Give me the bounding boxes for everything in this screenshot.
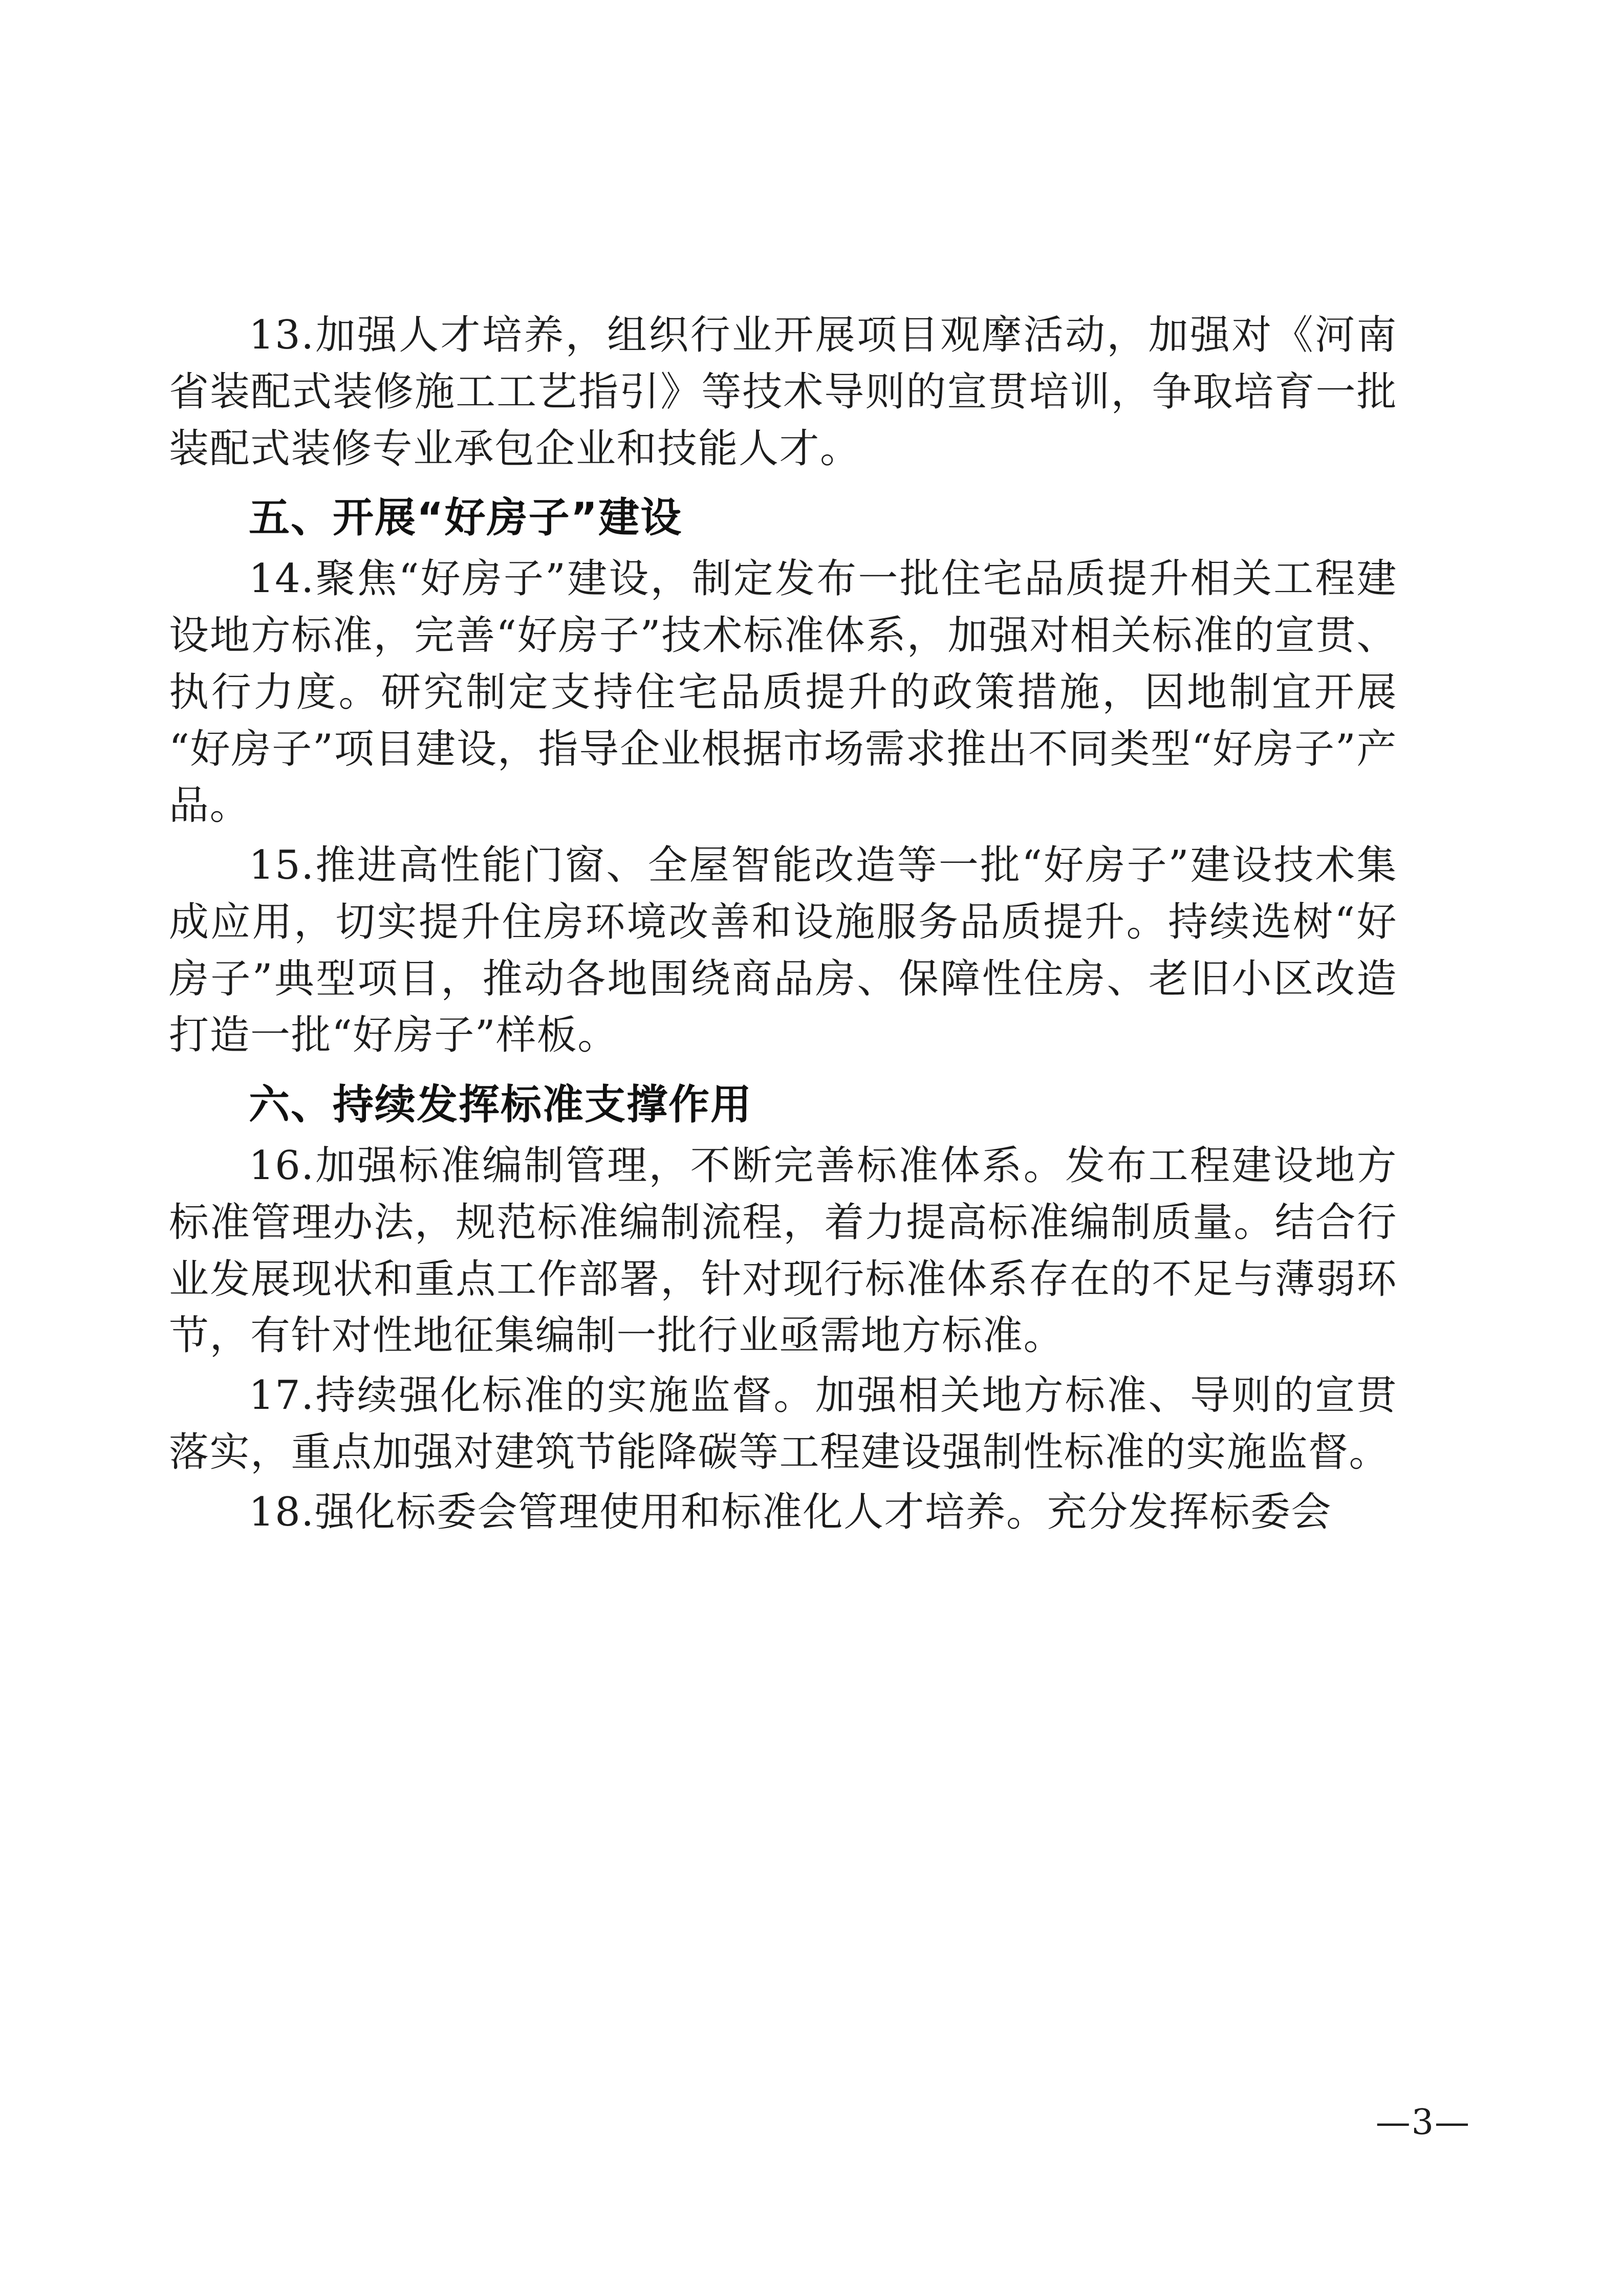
paragraph-item-16: 16.加强标准编制管理，不断完善标准体系。发布工程建设地方标准管理办法，规范标准编制流程，着力提高标准编制质量。结合行业发展现状和重点工作部署，针对现行标准体系存在的不足与薄弱环节，有针对性地征集编制一批行业亟需地方标准。 [169,1143,1397,1359]
paragraph-item-14: 14.聚焦“好房子”建设，制定发布一批住宅品质提升相关工程建设地方标准，完善“好房子”技术标准体系，加强对相关标准的宣贯、执行力度。研究制定支持住宅品质提升的政策措施，因地制宜开展“好房子”项目建设，指导企业根据市场需求推出不同类型“好房子”产品。 [169,556,1397,829]
paragraph-item-13: 13.加强人才培养，组织行业开展项目观摩活动，加强对《河南省装配式装修施工工艺指引》等技术导则的宣贯培训，争取培育一批装配式装修专业承包企业和技能人才。 [169,312,1397,472]
section-heading-six: 六、持续发挥标准支撑作用 [249,1081,752,1128]
paragraph-item-15: 15.推进高性能门窗、全屋智能改造等一批“好房子”建设技术集成应用，切实提升住房环境改善和设施服务品质提升。持续选树“好房子”典型项目，推动各地围绕商品房、保障性住房、老旧小区改造打造一批“好房子”样板。 [169,842,1397,1059]
page-number: —3— [1375,2102,1470,2143]
section-heading-five: 五、开展“好房子”建设 [249,494,683,542]
paragraph-item-17: 17.持续强化标准的实施监督。加强相关地方标准、导则的宣贯落实，重点加强对建筑节能降碳等工程建设强制性标准的实施监督。 [169,1373,1397,1475]
paragraph-item-18: 18.强化标委会管理使用和标准化人才培养。充分发挥标委会 [249,1489,1332,1535]
document-body [169,307,1397,1543]
